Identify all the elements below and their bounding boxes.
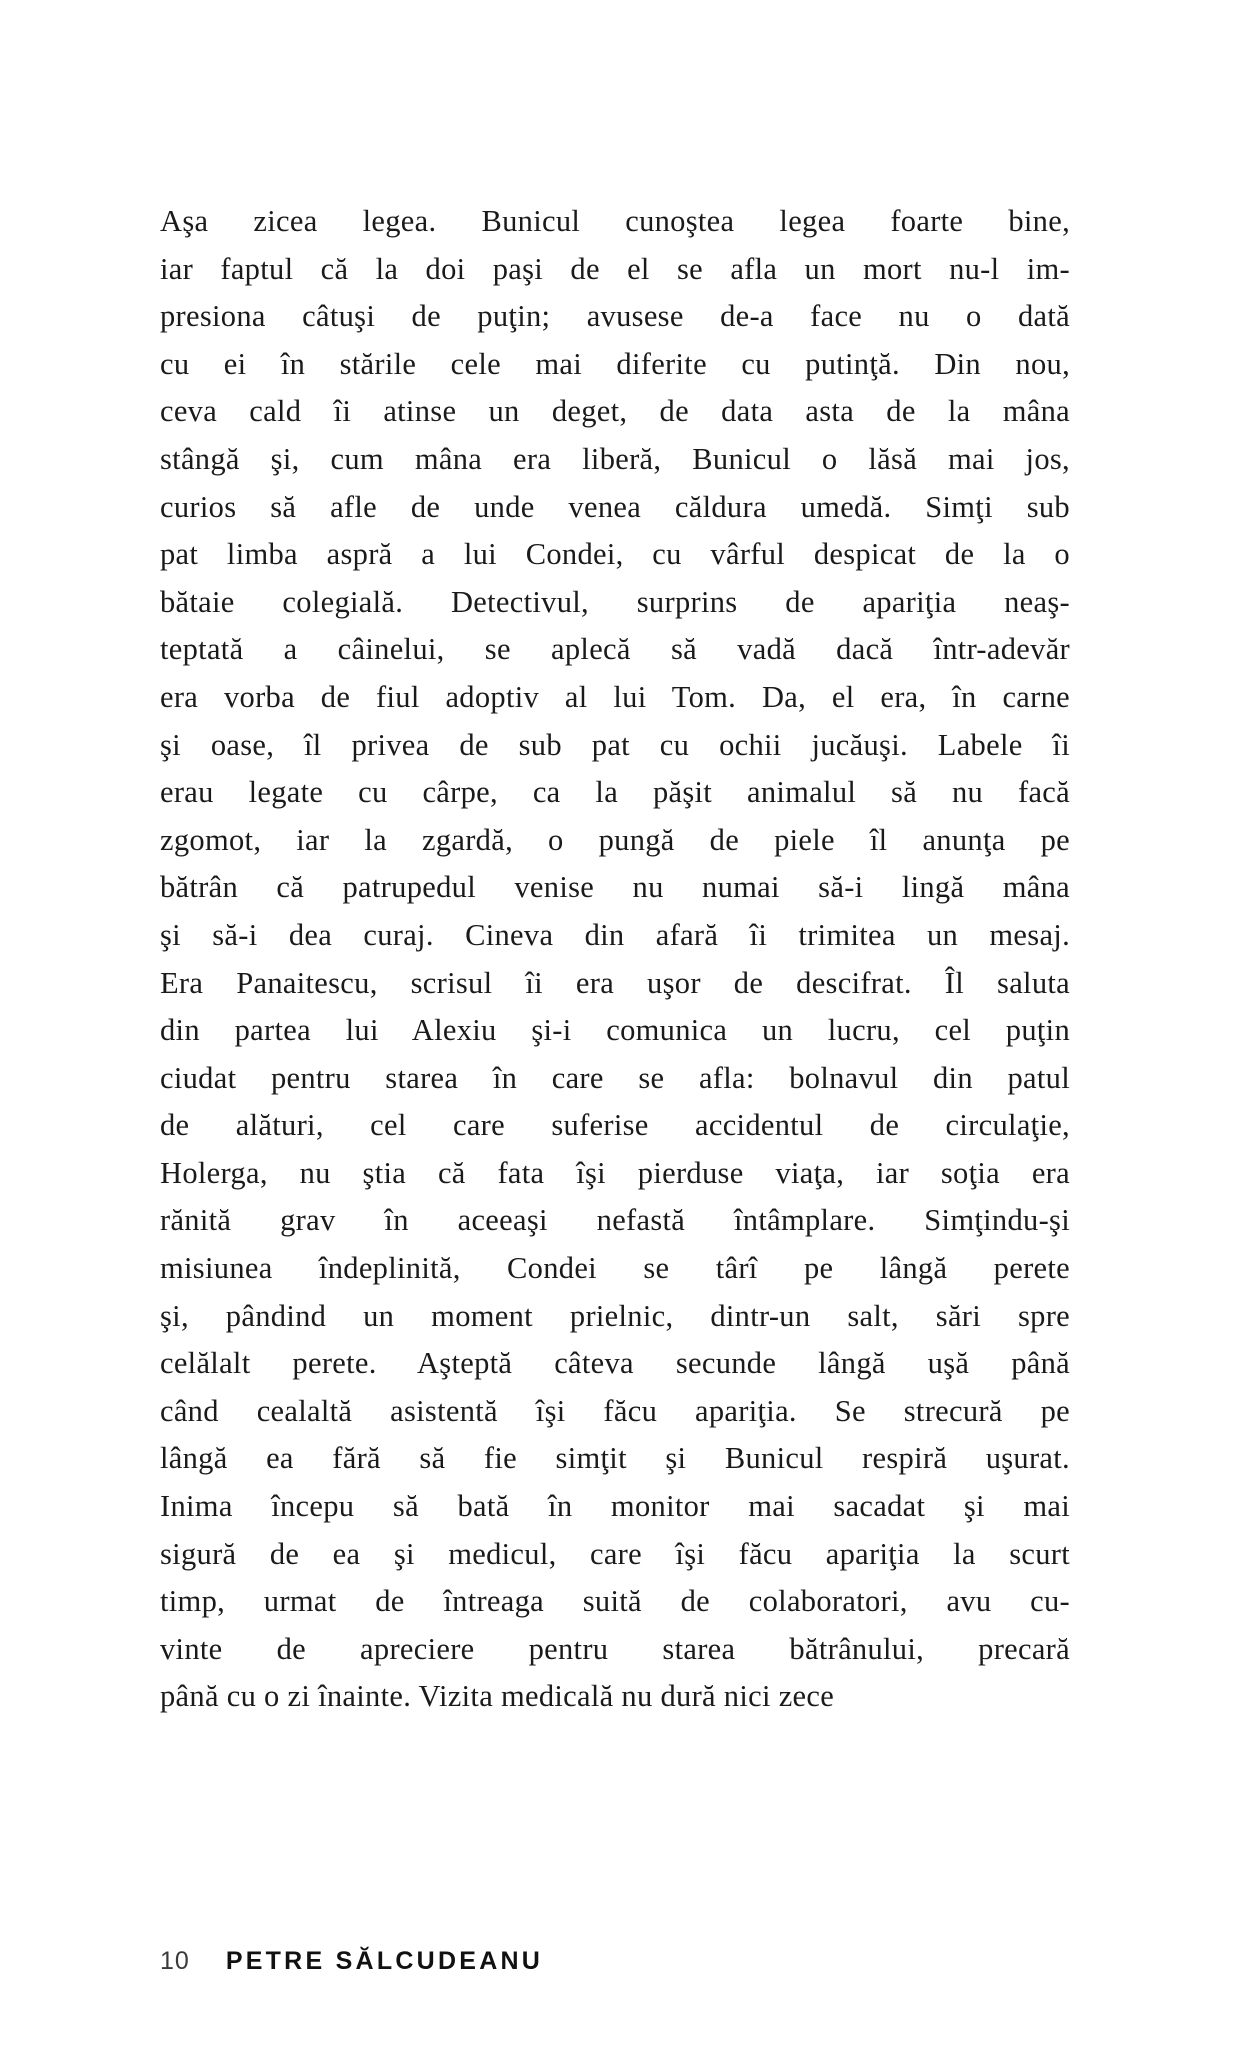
text-line: zgomot, iar la zgardă, o pungă de piele îl anunţa pe	[160, 822, 1070, 857]
text-line: cu ei în stările cele mai diferite cu putinţă. Din nou,	[160, 346, 1070, 381]
page-footer	[160, 1947, 543, 1976]
paragraph	[160, 198, 1070, 1721]
text-line: ceva cald îi atinse un deget, de data asta de la mâna	[160, 394, 1070, 429]
text-line: rănită grav în aceeaşi nefastă întâmplare. Simţindu-şi	[160, 1203, 1070, 1238]
text-line: iar faptul că la doi paşi de el se afla un mort nu-l im-	[160, 251, 1070, 286]
text-line: timp, urmat de întreaga suită de colaboratori, avu cu-	[160, 1584, 1070, 1619]
running-head-author: PETRE SĂLCUDEANU	[225, 1947, 544, 1975]
text-line: Holerga, nu ştia că fata îşi pierduse viaţa, iar soţia era	[160, 1155, 1070, 1190]
text-line: bătaie colegială. Detectivul, surprins de apariţia neaş-	[160, 584, 1070, 619]
text-line: teptată a câinelui, se aplecă să vadă dacă într-adevăr	[160, 632, 1070, 667]
page-number: 10	[160, 1947, 190, 1975]
text-line: şi, pândind un moment prielnic, dintr-un salt, sări spre	[160, 1298, 1070, 1333]
text-line: presiona câtuşi de puţin; avusese de-a face nu o dată	[160, 299, 1070, 334]
text-line: ciudat pentru starea în care se afla: bolnavul din patul	[160, 1060, 1070, 1095]
text-line: şi oase, îl privea de sub pat cu ochii jucăuşi. Labele îi	[160, 727, 1070, 762]
text-line: Aşa zicea legea. Bunicul cunoştea legea foarte bine,	[160, 204, 1070, 238]
text-line: de alături, cel care suferise accidentul de circulaţie,	[160, 1108, 1070, 1143]
text-line: curios să afle de unde venea căldura umedă. Simţi sub	[160, 489, 1070, 524]
text-line: Era Panaitescu, scrisul îi era uşor de descifrat. Îl saluta	[160, 965, 1070, 1000]
text-line: şi să-i dea curaj. Cineva din afară îi trimitea un mesaj.	[160, 917, 1070, 952]
text-line: misiunea îndeplinită, Condei se târî pe lângă perete	[160, 1251, 1070, 1286]
text-line: erau legate cu cârpe, ca la păşit animalul să nu facă	[160, 775, 1070, 810]
text-line: lângă ea fără să fie simţit şi Bunicul respiră uşurat.	[160, 1441, 1070, 1476]
text-line: Inima începu să bată în monitor mai sacadat şi mai	[160, 1489, 1070, 1524]
body-text	[160, 198, 1070, 1721]
text-line: vinte de apreciere pentru starea bătrânului, precară	[160, 1631, 1070, 1666]
text-line: până cu o zi înainte. Vizita medicală nu dură nici zece	[160, 1679, 835, 1714]
text-line: bătrân că patrupedul venise nu numai să-i lingă mâna	[160, 870, 1070, 905]
text-line: din partea lui Alexiu şi-i comunica un lucru, cel puţin	[160, 1013, 1070, 1048]
text-line: când cealaltă asistentă îşi făcu apariţia. Se strecură pe	[160, 1393, 1070, 1428]
text-line: celălalt perete. Aşteptă câteva secunde lângă uşă până	[160, 1346, 1070, 1381]
text-line: era vorba de fiul adoptiv al lui Tom. Da, el era, în carne	[160, 679, 1070, 714]
text-line: sigură de ea şi medicul, care îşi făcu apariţia la scurt	[160, 1536, 1070, 1571]
text-line: stângă şi, cum mâna era liberă, Bunicul o lăsă mai jos,	[160, 441, 1070, 476]
text-line: pat limba aspră a lui Condei, cu vârful despicat de la o	[160, 537, 1070, 572]
